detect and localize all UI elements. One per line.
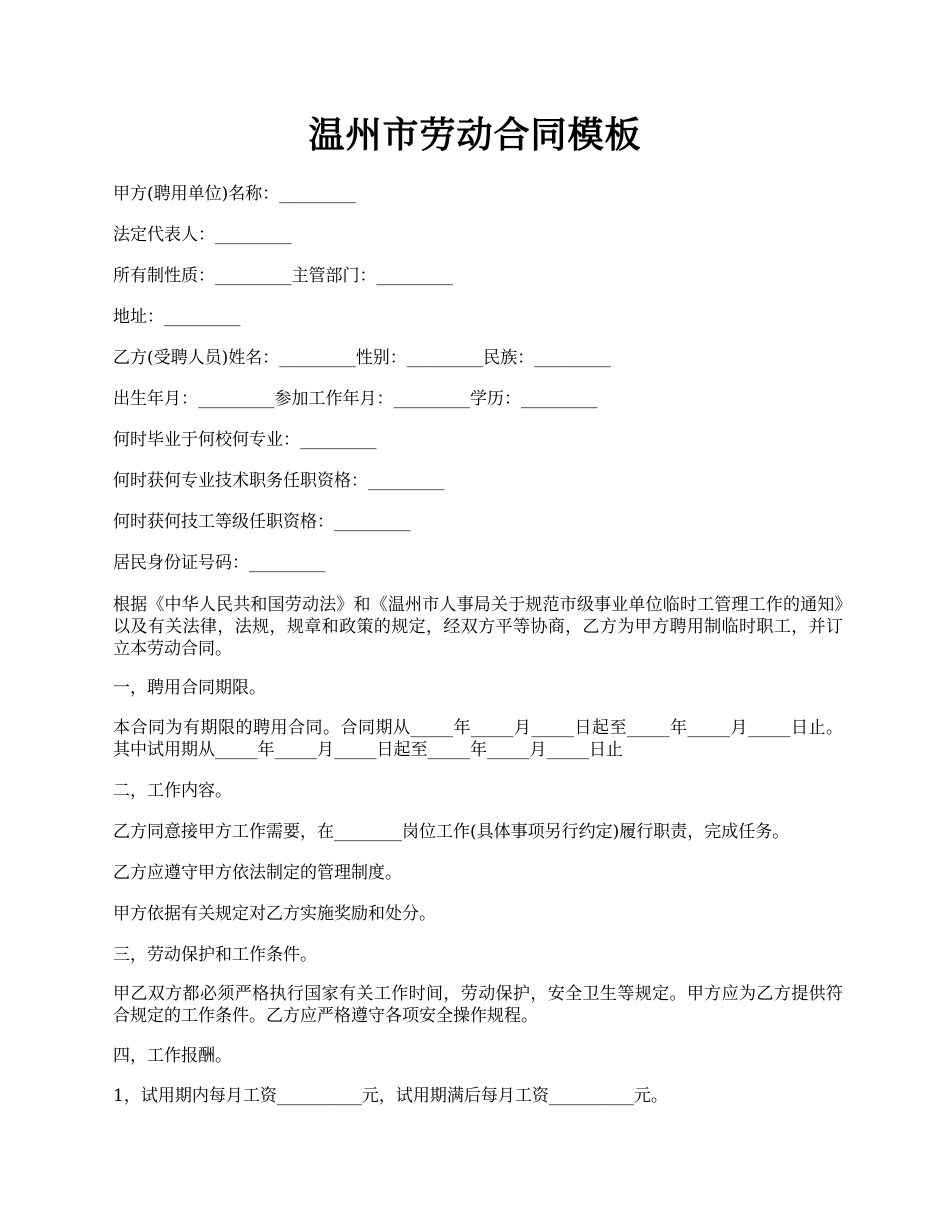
birth-work-education-line: 出生年月：_________参加工作年月：_________学历：_________ <box>113 389 598 409</box>
skill-level-line: 何时获何技工等级任职资格：_________ <box>113 512 411 532</box>
section-heading-1: 一，聘用合同期限。 <box>113 678 266 698</box>
section-heading-4: 四，工作报酬。 <box>113 1046 232 1066</box>
document-title: 温州市劳动合同模板 <box>308 114 642 156</box>
id-number-line: 居民身份证号码：_________ <box>113 553 326 573</box>
graduation-line: 何时毕业于何校何专业：_________ <box>113 430 377 450</box>
section-heading-3: 三，劳动保护和工作条件。 <box>113 945 317 965</box>
employer-name-line: 甲方(聘用单位)名称：_________ <box>113 184 356 204</box>
address-line: 地址：_________ <box>113 307 241 327</box>
salary-paragraph: 1，试用期内每月工资__________元，试用期满后每月工资__________元。 <box>113 1086 668 1106</box>
work-content-paragraph: 乙方同意接甲方工作需要，在________岗位工作(具体事项另行约定)履行职责，完成任务。 <box>113 822 790 842</box>
professional-qualification-line: 何时获何专业技术职务任职资格：_________ <box>113 471 445 491</box>
contract-term-paragraph: 本合同为有期限的聘用合同。合同期从_____年_____月_____日起至_____年_____月_____日止。其中试用期从_____年_____月_____日起至_____年_____月_____日止 <box>113 718 843 760</box>
ownership-department-line: 所有制性质：_________主管部门：_________ <box>113 266 453 286</box>
labor-protection-paragraph: 甲乙双方都必须严格执行国家有关工作时间，劳动保护，安全卫生等规定。甲方应为乙方提供符合规定的工作条件。乙方应严格遵守各项安全操作规程。 <box>113 984 843 1026</box>
employee-name-line: 乙方(受聘人员)姓名：_________性别：_________民族：_________ <box>113 348 611 368</box>
legal-representative-line: 法定代表人：_________ <box>113 225 292 245</box>
rewards-paragraph: 甲方依据有关规定对乙方实施奖励和处分。 <box>113 904 436 924</box>
section-heading-2: 二，工作内容。 <box>113 781 232 801</box>
preamble-paragraph: 根据《中华人民共和国劳动法》和《温州市人事局关于规范市级事业单位临时工管理工作的通知》以及有关法律，法规，规章和政策的规定，经双方平等协商，乙方为甲方聘用制临时职工，并订立本劳动合同。 <box>113 595 843 659</box>
management-rules-paragraph: 乙方应遵守甲方依法制定的管理制度。 <box>113 863 402 883</box>
